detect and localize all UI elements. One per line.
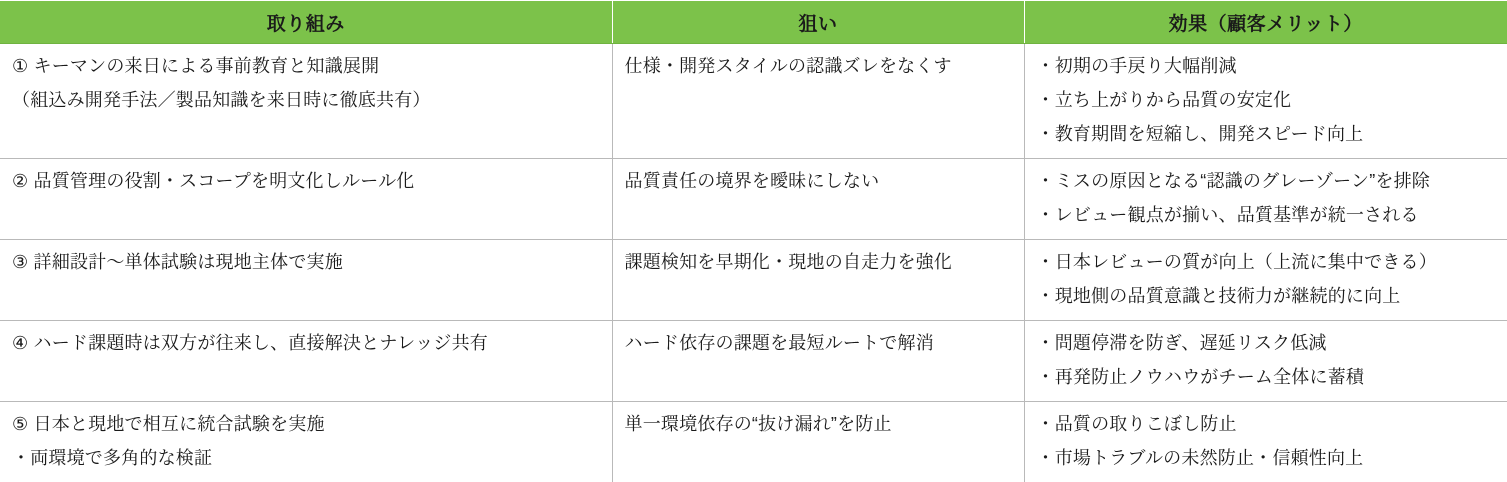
table-row — [0, 239, 1507, 320]
table-header-row — [0, 1, 1507, 44]
column-header-approach: 取り組み — [0, 1, 612, 44]
effect-line: ・レビュー観点が揃い、品質基準が統一される — [1036, 204, 1419, 225]
effect-line: ・教育期間を短縮し、開発スピード向上 — [1036, 123, 1364, 144]
effect-line: ・ミスの原因となる“認識のグレーゾーン”を排除 — [1036, 170, 1431, 191]
cell-effect — [1024, 401, 1507, 482]
cell-approach — [0, 320, 612, 401]
table-row — [0, 320, 1507, 401]
cell-effect — [1024, 44, 1507, 159]
effect-line: ・日本レビューの質が向上（上流に集中できる） — [1036, 251, 1437, 272]
table-row — [0, 158, 1507, 239]
cell-aim — [612, 158, 1024, 239]
column-header-aim: 狙い — [612, 1, 1024, 44]
approach-line: （組込み開発手法／製品知識を来日時に徹底共有） — [12, 89, 431, 110]
cell-aim — [612, 44, 1024, 159]
effect-line: ・問題停滞を防ぎ、遅延リスク低減 — [1036, 332, 1327, 353]
aim-line: 課題検知を早期化・現地の自走力を強化 — [624, 251, 953, 272]
effect-line: ・市場トラブルの未然防止・信頼性向上 — [1036, 447, 1364, 468]
table-row — [0, 401, 1507, 482]
table-body — [0, 44, 1507, 482]
aim-line: ハード依存の課題を最短ルートで解消 — [624, 332, 934, 353]
approach-line: ③ 詳細設計〜単体試験は現地主体で実施 — [12, 251, 343, 272]
aim-line: 品質責任の境界を曖昧にしない — [624, 170, 880, 191]
cell-approach — [0, 401, 612, 482]
column-header-effect: 効果（顧客メリット） — [1024, 1, 1507, 44]
cell-aim — [612, 401, 1024, 482]
cell-approach — [0, 44, 612, 159]
approach-line: ② 品質管理の役割・スコープを明文化しルール化 — [12, 170, 415, 191]
cell-aim — [612, 239, 1024, 320]
cell-effect — [1024, 239, 1507, 320]
effect-line: ・現地側の品質意識と技術力が継続的に向上 — [1036, 285, 1401, 306]
effect-line: ・再発防止ノウハウがチーム全体に蓄積 — [1036, 366, 1365, 387]
table-header — [0, 1, 1507, 44]
cell-approach — [0, 158, 612, 239]
cell-effect — [1024, 320, 1507, 401]
effect-line: ・初期の手戻り大幅削減 — [1036, 56, 1237, 76]
cell-aim — [612, 320, 1024, 401]
effect-line: ・品質の取りこぼし防止 — [1036, 413, 1237, 434]
approach-line: ⑤ 日本と現地で相互に統合試験を実施 — [12, 413, 325, 434]
aim-line: 単一環境依存の“抜け漏れ”を防止 — [624, 413, 892, 434]
aim-line: 仕様・開発スタイルの認識ズレをなくす — [624, 56, 952, 76]
table-row — [0, 44, 1507, 159]
cell-approach — [0, 239, 612, 320]
approach-line: ④ ハード課題時は双方が往来し、直接解決とナレッジ共有 — [12, 332, 488, 353]
cell-effect — [1024, 158, 1507, 239]
approach-line: ・両環境で多角的な検証 — [12, 447, 213, 468]
approach-line: ① キーマンの来日による事前教育と知識展開 — [12, 56, 380, 76]
effect-line: ・立ち上がりから品質の安定化 — [1036, 89, 1292, 110]
